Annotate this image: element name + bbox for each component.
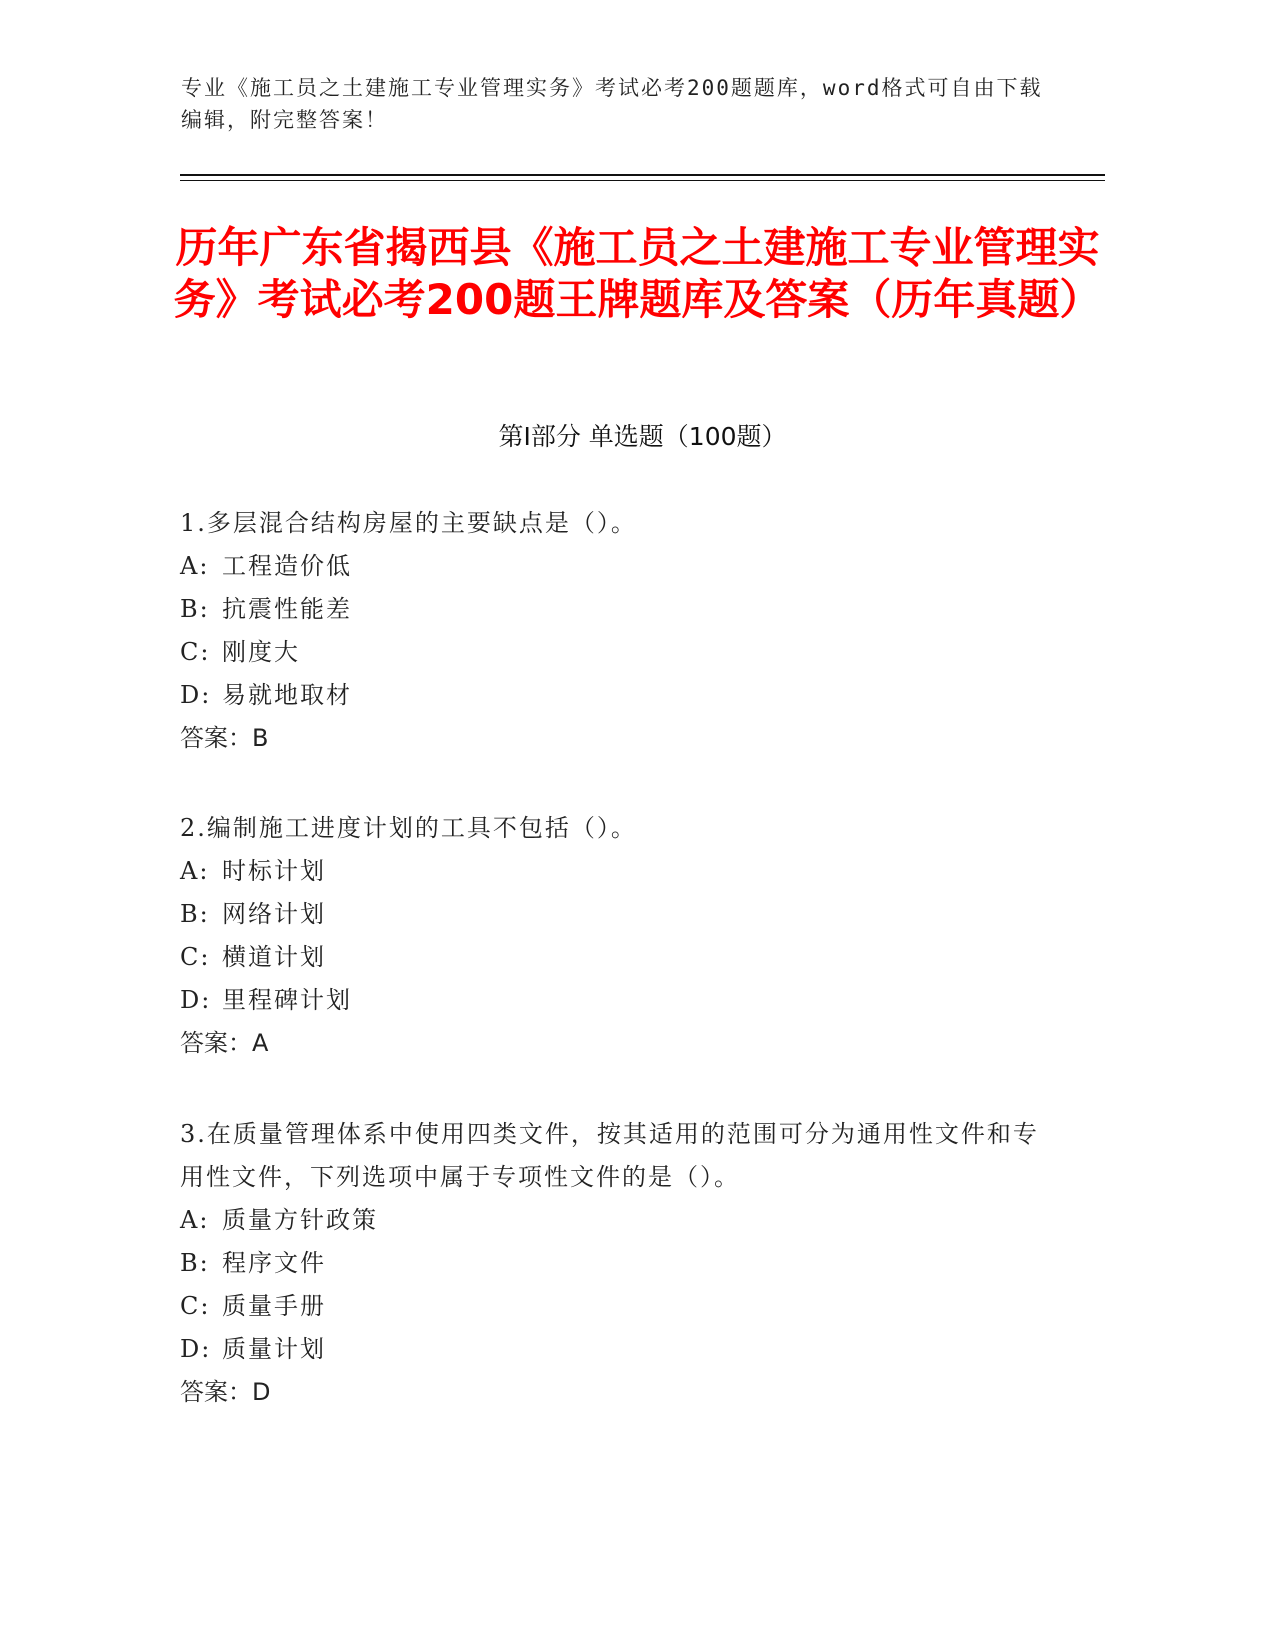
option-text: 里程碑计划 (222, 986, 352, 1014)
option-letter: B: (180, 1249, 210, 1277)
question-stem: 1.多层混合结构房屋的主要缺点是（）。 (180, 509, 637, 537)
question-1 (180, 502, 1040, 760)
section-heading: 第I部分 单选题（100题） (498, 422, 787, 451)
option-letter: D: (180, 1335, 212, 1363)
option-text: 网络计划 (222, 900, 326, 928)
answer-line: 答案：A (180, 1029, 269, 1057)
answer-line: 答案：D (180, 1378, 271, 1406)
option-letter: A: (180, 552, 210, 580)
question-3 (180, 1113, 1040, 1414)
option-text: 易就地取材 (222, 681, 352, 709)
option-text: 质量计划 (222, 1335, 326, 1363)
option-a (180, 1199, 1040, 1242)
option-letter: B: (180, 900, 210, 928)
question-stem: 2.编制施工进度计划的工具不包括（）。 (180, 814, 637, 842)
option-d (180, 674, 1040, 717)
option-letter: C: (180, 638, 211, 666)
option-b (180, 1242, 1040, 1285)
option-text: 时标计划 (222, 857, 326, 885)
option-text: 刚度大 (222, 638, 300, 666)
option-letter: B: (180, 595, 210, 623)
option-d (180, 1328, 1040, 1371)
option-letter: C: (180, 943, 211, 971)
header-divider-thin (180, 180, 1105, 181)
option-letter: D: (180, 681, 212, 709)
option-text: 抗震性能差 (222, 595, 352, 623)
option-text: 工程造价低 (222, 552, 352, 580)
option-b (180, 893, 1040, 936)
header-note: 专业《施工员之土建施工专业管理实务》考试必考200题题库，word格式可自由下载编辑，附完整答案！ (181, 76, 1043, 132)
option-c (180, 631, 1040, 674)
option-letter: C: (180, 1292, 211, 1320)
answer-line: 答案：B (180, 724, 269, 752)
option-c (180, 936, 1040, 979)
question-stem: 3.在质量管理体系中使用四类文件，按其适用的范围可分为通用性文件和专用性文件，下列选项中属于专项性文件的是（）。 (180, 1120, 1039, 1191)
option-text: 质量方针政策 (222, 1206, 378, 1234)
header-divider-thick (180, 174, 1105, 176)
option-text: 程序文件 (222, 1249, 326, 1277)
option-text: 横道计划 (222, 943, 326, 971)
option-b (180, 588, 1040, 631)
option-d (180, 979, 1040, 1022)
option-c (180, 1285, 1040, 1328)
option-text: 质量手册 (222, 1292, 326, 1320)
option-a (180, 850, 1040, 893)
option-a (180, 545, 1040, 588)
document-title: 历年广东省揭西县《施工员之土建施工专业管理实务》考试必考200题王牌题库及答案（历年真题） (173, 223, 1102, 324)
option-letter: D: (180, 986, 212, 1014)
option-letter: A: (180, 1206, 210, 1234)
option-letter: A: (180, 857, 210, 885)
question-2 (180, 807, 1040, 1065)
